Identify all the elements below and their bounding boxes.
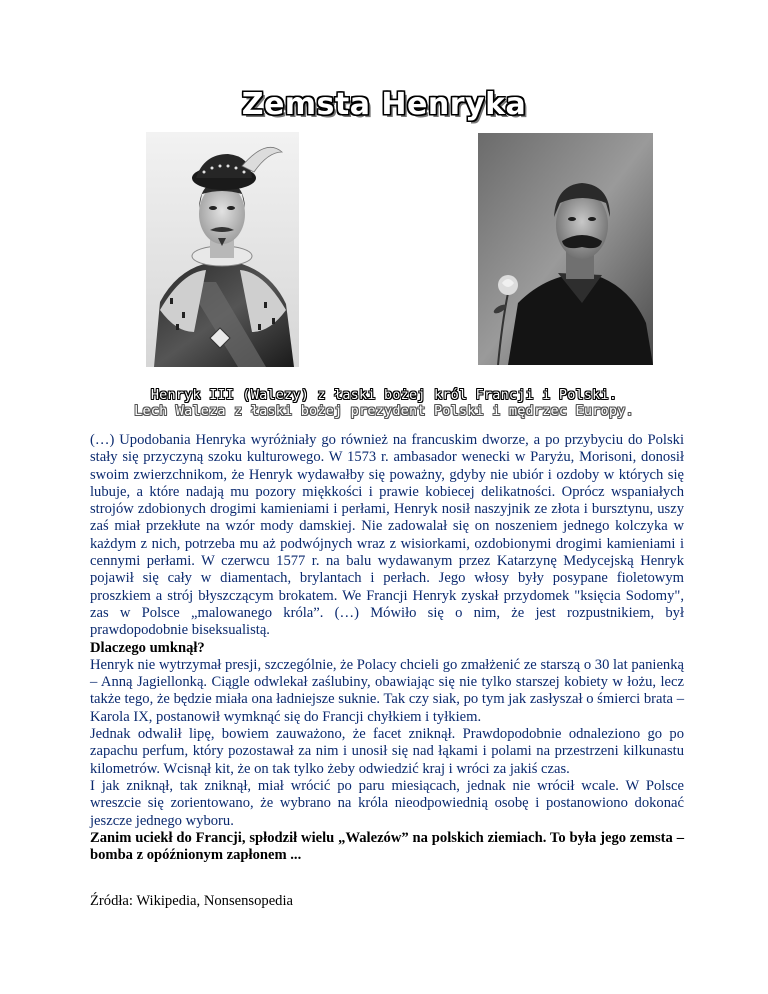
portrait-lech-image: [478, 133, 653, 365]
document-title: Zemsta Henryka: [241, 87, 527, 122]
paragraph: Henryk nie wytrzymał presji, szczególnie, że Polacy chcieli go zmałżenić ze starszą o 30 lat panienką – Anną Jagiellonką. Ciągle odwlekał zaślubiny, obawiając się nie tylko starszej kobiety w łożu, lecz także tego, że będzie miała ona ładniejsze suknie. Tak czy siak, po tym jak zasłyszał o śmierci brata – Karola IX, postanowił wymknąć się do Francji chyłkiem i tyłkiem.: [90, 656, 684, 725]
sources-line: Źródła: Wikipedia, Nonsensopedia: [90, 893, 294, 909]
intro-paragraph: (…) Upodobania Henryka wyróżniały go również na francuskim dworze, a po przybyciu do Polski stały się przyczyną szoku kulturowego. W 1573 r. ambasador wenecki w Paryżu, Morisoni, donosił swoim zwierzchnikom, że Henryk wydawałby się poważny, gdyby nie ubiór i ozdoby w których się lubuje, a które nadają mu pozory miękkości i prawie kobiecej delikatności. Oprócz wspaniałych strojów zdobionych drogimi kamieniami i perłami, Henryk nosił naszyjnik ze złota i bursztynu, uszy zaś miał przekłute na wzór mody damskiej. Nie zadowalał się on noszeniem jednego kolczyka w każdym z nich, potrzeba mu aż podwójnych wraz z wisiorkami, ozdobionymi drogimi kamieniami i cennymi perłami. W czerwcu 1577 r. na balu wydawanym przez Katarzynę Medycejską Henryk pojawił się cały w diamentach, brylantach i perłach. Jego włosy były posypane fioletowym proszkiem a strój błyszczącym brokatem. We Francji Henryk zyskał przydomek "księcia Sodomy", zas w Polsce „malowanego króla”. (…) Mówiło się o nim, że jest rozpustnikiem, był prawdopodobnie biseksualistą.: [90, 432, 684, 639]
section-heading: Dlaczego umknął?: [90, 639, 205, 656]
caption-henryk: Henryk III (Walezy) z łaski bożej król Francji i Polski.: [150, 387, 618, 403]
caption-lech: Lech Waleza z łaski bożej prezydent Polski i mędrzec Europy.: [134, 403, 634, 419]
conclusion-paragraph: Zanim uciekł do Francji, spłodził wielu „Walezów” na polskich ziemiach. To była jego zemsta – bomba z opóźnionym zapłonem ...: [90, 829, 684, 864]
paragraph: Jednak odwalił lipę, bowiem zauważono, że facet zniknął. Prawdopodobnie odnaleziono go po zapachu perfum, który pozostawał za nim i unosił się nad łąkami i polami na przestrzeni kilkunastu kilometrów. Wcisnął kit, że on tak tylko żeby odwiedzić kraj i wróci za jakiś czas.: [90, 726, 684, 777]
article-body: [90, 432, 684, 864]
paragraph: I jak zniknął, tak zniknął, miał wrócić po paru miesiącach, jednak nie wrócił wcale. W Polsce wreszcie się zorientowano, że wybrano na króla nieodpowiednią osobę i postanowiono dokonać jeszcze jednego wyboru.: [90, 777, 684, 829]
portrait-henryk-image: [146, 132, 299, 367]
